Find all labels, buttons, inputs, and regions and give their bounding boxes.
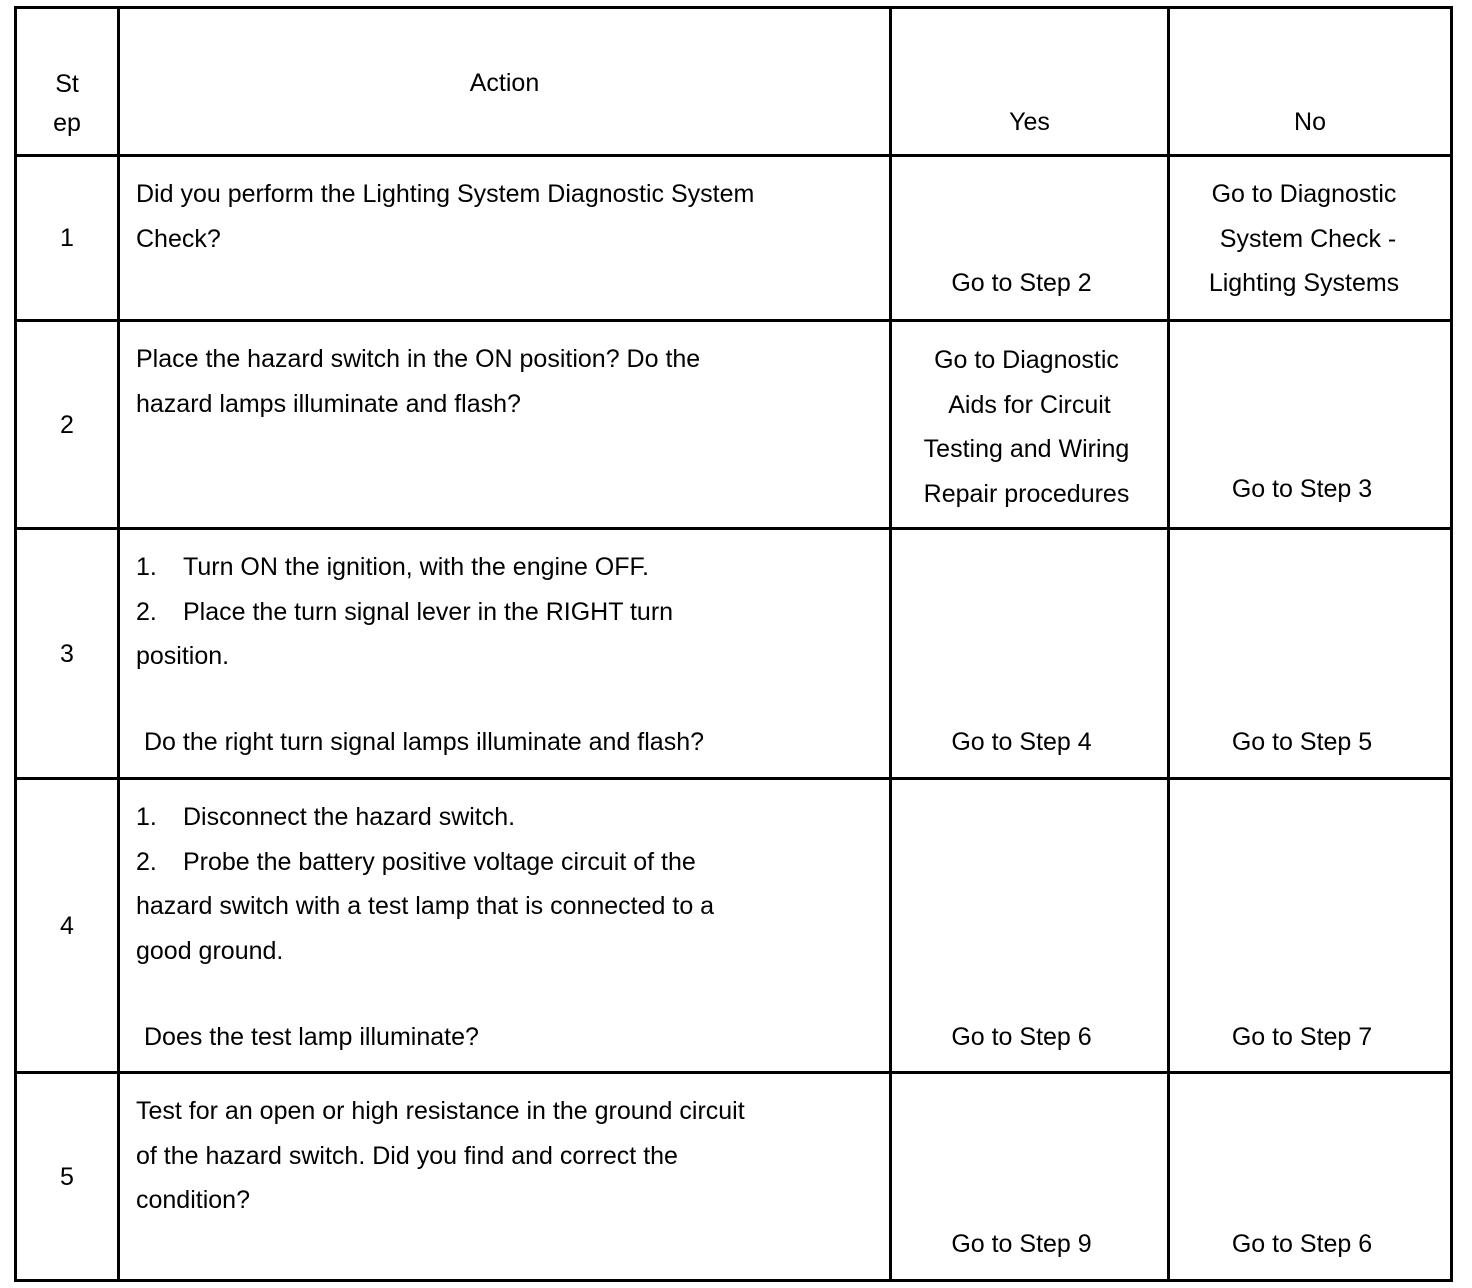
no-cell [1169, 529, 1452, 779]
table-row [16, 1073, 1452, 1281]
yes-cell [891, 1073, 1169, 1281]
action-line: Place the hazard switch in the ON position? Do the [136, 345, 701, 373]
action-cell [119, 529, 891, 779]
header-no-label: No [1294, 108, 1326, 136]
action-cell [119, 779, 891, 1073]
table-row [16, 156, 1452, 321]
yes-cell [891, 156, 1169, 321]
yes-link[interactable]: Go to Step 4 [951, 728, 1092, 756]
step-cell [16, 156, 119, 321]
yes-link-line[interactable]: Go to Diagnostic [934, 346, 1119, 374]
action-cell [119, 1073, 891, 1281]
action-line: of the hazard switch. Did you find and correct the [136, 1141, 678, 1170]
no-link-line[interactable]: Lighting Systems [1208, 269, 1400, 297]
action-item-text: Disconnect the hazard switch. [183, 803, 516, 831]
table-row [16, 529, 1452, 779]
yes-cell [891, 779, 1169, 1073]
diagnostic-table [14, 6, 1453, 1282]
action-question: Do the right turn signal lamps illuminate and flash? [144, 728, 705, 756]
step-cell [16, 1073, 119, 1281]
no-link[interactable]: Go to Step 3 [1231, 475, 1373, 503]
header-yes [891, 8, 1169, 156]
action-line: Check? [136, 224, 221, 253]
action-line: Test for an open or high resistance in the ground circuit [136, 1097, 745, 1125]
action-list-item: 1. Turn ON the ignition, with the engine OFF. [136, 553, 649, 581]
action-line: position. [136, 642, 230, 670]
no-cell [1169, 1073, 1452, 1281]
step-number: 3 [60, 639, 74, 668]
action-line: good ground. [136, 936, 284, 965]
yes-link-line[interactable]: Aids for Circuit [948, 390, 1111, 419]
header-action-label: Action [469, 69, 540, 97]
yes-cell [891, 529, 1169, 779]
action-item-text: Turn ON the ignition, with the engine OFF. [183, 553, 649, 581]
action-list-item: 2. Place the turn signal lever in the RIGHT turn [136, 597, 674, 626]
action-list-item: 2. Probe the battery positive voltage circuit of the [136, 847, 696, 876]
header-action [119, 8, 891, 156]
action-line: hazard lamps illuminate and flash? [136, 389, 521, 418]
step-number: 1 [60, 224, 74, 252]
header-step-line-2: ep [53, 109, 81, 137]
yes-link-line[interactable]: Testing and Wiring [923, 435, 1130, 464]
table-row [16, 321, 1452, 529]
action-cell [119, 156, 891, 321]
action-line: hazard switch with a test lamp that is connected to a [136, 892, 715, 920]
no-cell [1169, 321, 1452, 529]
step-number: 5 [60, 1162, 74, 1191]
action-line: condition? [136, 1186, 250, 1214]
yes-link-line[interactable]: Repair procedures [923, 480, 1130, 509]
step-cell [16, 779, 119, 1073]
no-cell [1169, 156, 1452, 321]
yes-link[interactable]: Go to Step 9 [951, 1230, 1092, 1258]
header-step-line-1: St [55, 70, 79, 98]
action-item-text: Probe the battery positive voltage circuit of the [183, 847, 696, 876]
yes-link[interactable]: Go to Step 6 [951, 1023, 1092, 1051]
action-list-item: 1. Disconnect the hazard switch. [136, 803, 516, 831]
step-cell [16, 529, 119, 779]
action-line: Did you perform the Lighting System Diagnostic System [136, 180, 755, 208]
yes-link[interactable]: Go to Step 2 [951, 269, 1092, 297]
step-number: 4 [60, 911, 74, 940]
no-link-line[interactable]: System Check - [1219, 224, 1397, 253]
no-link-line[interactable]: Go to Diagnostic [1211, 180, 1397, 208]
header-step [16, 8, 119, 156]
yes-cell [891, 321, 1169, 529]
action-item-text: Place the turn signal lever in the RIGHT turn [183, 597, 674, 626]
action-question: Does the test lamp illuminate? [144, 1023, 479, 1051]
header-row [16, 8, 1452, 156]
no-link[interactable]: Go to Step 6 [1231, 1230, 1373, 1258]
no-link[interactable]: Go to Step 7 [1231, 1023, 1373, 1051]
step-number: 2 [60, 410, 74, 439]
header-yes-label: Yes [1009, 108, 1050, 136]
no-link[interactable]: Go to Step 5 [1231, 728, 1373, 756]
step-cell [16, 321, 119, 529]
table-row [16, 779, 1452, 1073]
no-cell [1169, 779, 1452, 1073]
action-cell [119, 321, 891, 529]
header-no [1169, 8, 1452, 156]
